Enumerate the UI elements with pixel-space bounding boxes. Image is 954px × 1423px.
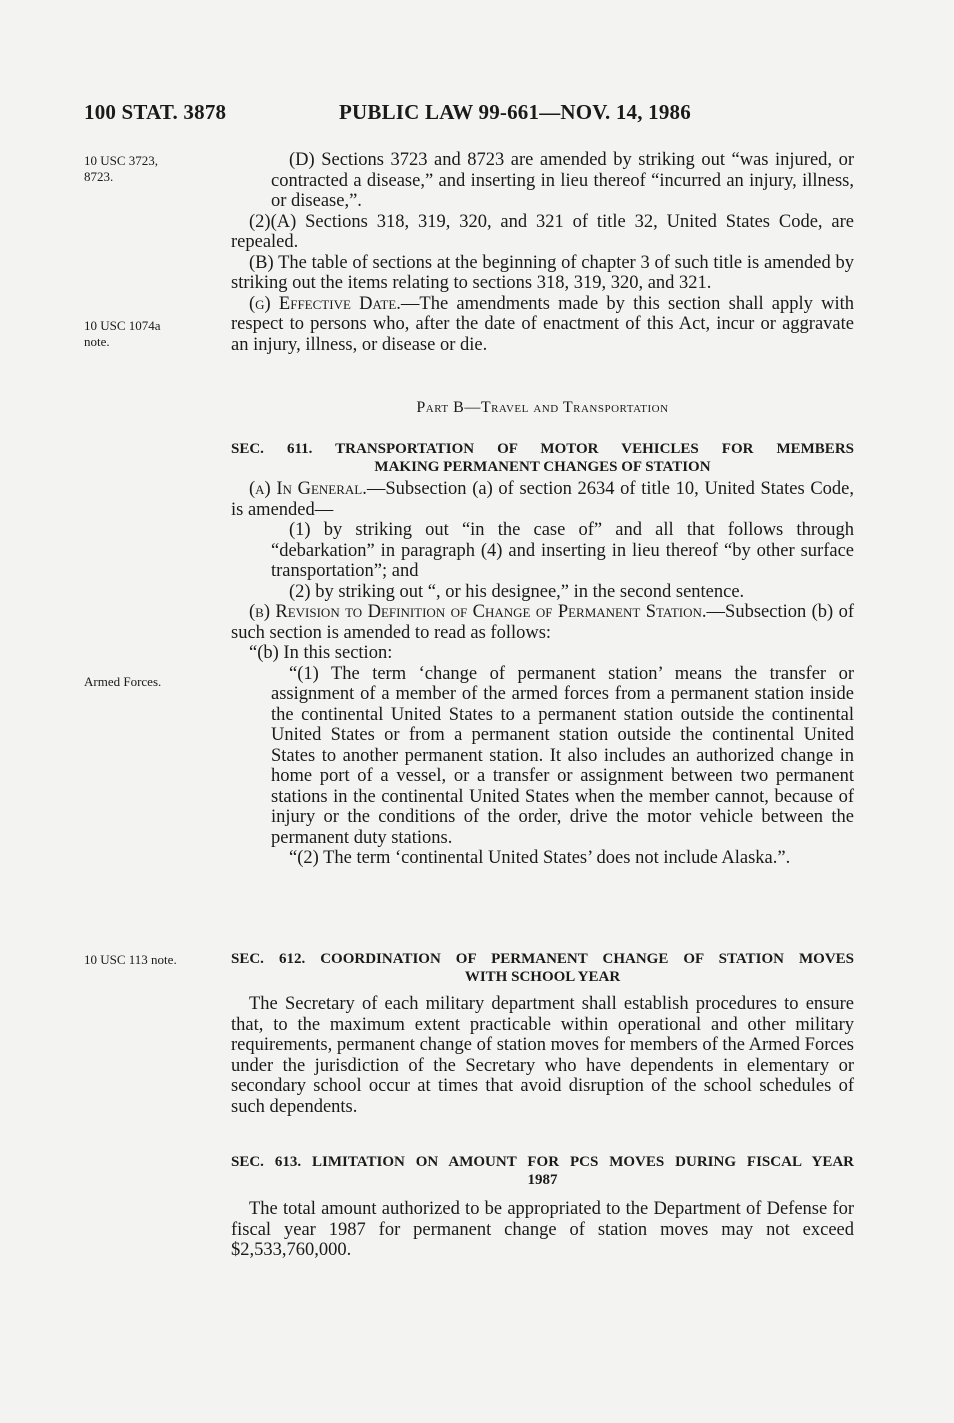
section-613 — [231, 1153, 854, 1261]
margin-note-line: note. — [84, 334, 110, 349]
section-613-text: The total amount authorized to be appropriated to the Department of Defense for fiscal year 1987 for permanent change of station moves may not exceed $2,533,760,000. — [231, 1199, 854, 1260]
stat-citation: 100 STAT. 3878 — [84, 100, 227, 124]
margin-note-line: 10 USC 1074a — [84, 318, 161, 333]
margin-note-line: 10 USC 3723, — [84, 153, 159, 168]
quoted-paragraph-1: “(1) The term ‘change of permanent station’ means the transfer or assignment of a member of the armed forces from a permanent station inside the continental United States to a permanent station outside the continental United States or from a permanent station outside the continental United States to another permanent station. It also includes an authorized change in home port of a vessel, or a transfer or assignment between two permanent stations in the continental United States when the member cannot, because of injury or the conditions of the order, drive the motor vehicle between the permanent duty stations. — [271, 663, 854, 848]
section-heading-line: SEC. 613. LIMITATION ON AMOUNT FOR PCS MOVES DURING FISCAL YEAR — [231, 1154, 854, 1170]
section-611 — [231, 440, 854, 869]
section-612-heading — [231, 950, 854, 986]
body-block-top — [231, 150, 854, 355]
margin-note-line: 8723. — [84, 169, 114, 184]
section-heading-line: SEC. 611. TRANSPORTATION OF MOTOR VEHICLES FOR MEMBERS — [231, 441, 854, 457]
public-law-title: PUBLIC LAW 99-661—NOV. 14, 1986 — [339, 100, 691, 124]
section-612 — [231, 950, 854, 1117]
margin-note-line: Armed Forces. — [84, 674, 162, 689]
effective-date-label: (g) Effective Date. — [249, 293, 401, 314]
margin-note-armed-forces — [84, 674, 214, 690]
paragraph-2a: (2)(A) Sections 318, 319, 320, and 321 of title 32, United States Code, are repealed. — [231, 211, 854, 252]
section-heading-line: SEC. 612. COORDINATION OF PERMANENT CHANGE OF STATION MOVES — [231, 951, 854, 967]
section-612-text: The Secretary of each military department shall establish procedures to ensure that, to the maximum extent practicable within operational and other military requirements, permanent change of station moves for members of the Armed Forces under the jurisdiction of the Secretary who have dependents in elementary or secondary school occur at times that avoid disruption of the school schedules of such dependents. — [231, 994, 854, 1117]
margin-note-line: 10 USC 113 note. — [84, 952, 177, 967]
section-611-heading — [231, 440, 854, 476]
section-heading-line: WITH SCHOOL YEAR — [464, 969, 621, 985]
effective-date-text: —The amendments made by this section shall apply with respect to persons who, after the date of enactment of this Act, incur or aggravate an injury, illness, or disease or die. — [231, 293, 854, 355]
paragraph-d: (D) Sections 3723 and 8723 are amended by striking out “was injured, or contracted a disease,” and inserting in lieu thereof “incurred an injury, illness, or disease,”. — [271, 150, 854, 211]
subsection-a — [231, 479, 854, 520]
margin-note-usc-3723 — [84, 153, 214, 185]
part-heading: Part B—Travel and Transportation — [416, 399, 669, 416]
section-613-heading — [231, 1153, 854, 1189]
part-b-block — [231, 398, 854, 419]
subsection-b-text: —Subsection (b) of such section is amended to read as follows: — [231, 602, 854, 643]
paragraph-g — [231, 294, 854, 356]
subsection-b-label: (b) Revision to Definition of Change of Permanent Station. — [249, 602, 707, 622]
subsection-b — [231, 602, 854, 643]
quoted-paragraph-2: “(2) The term ‘continental United States’ does not include Alaska.”. — [289, 848, 791, 868]
margin-note-usc-113 — [84, 952, 214, 968]
paragraph-a1: (1) by striking out “in the case of” and all that follows through “debarkation” in paragraph (4) and inserting in lieu thereof “by other surface transportation”; and — [271, 520, 854, 581]
quoted-subsection-b: “(b) In this section: — [249, 643, 393, 663]
subsection-a-label: (a) In General. — [249, 479, 367, 499]
paragraph-a2: (2) by striking out “, or his designee,” in the second sentence. — [289, 581, 745, 602]
subsection-a-text: —Subsection (a) of section 2634 of title 10, United States Code, is amended— — [231, 479, 855, 520]
page-header — [84, 100, 784, 130]
margin-note-usc-1074a — [84, 318, 214, 350]
section-heading-line: MAKING PERMANENT CHANGES OF STATION — [374, 459, 711, 475]
paragraph-b: (B) The table of sections at the beginning of chapter 3 of such title is amended by striking out the items relating to sections 318, 319, 320, and 321. — [231, 252, 854, 293]
section-heading-line: 1987 — [527, 1172, 558, 1188]
